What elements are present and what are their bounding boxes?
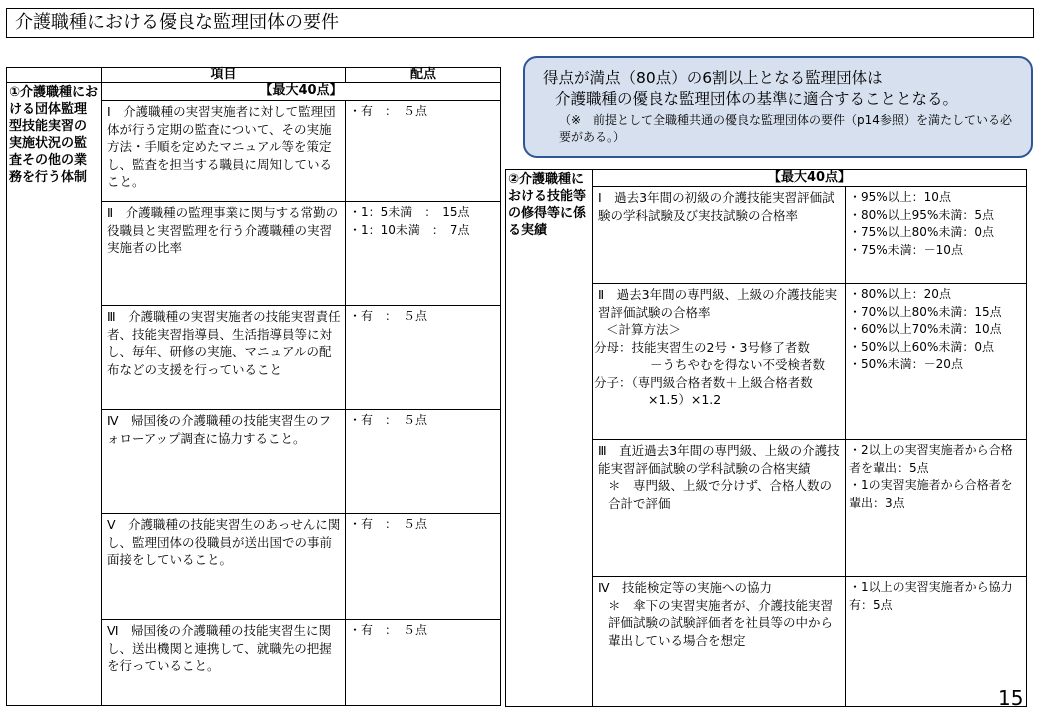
left-score-3: ・有 ： ５点 xyxy=(346,306,501,410)
criteria-callout xyxy=(523,56,1033,158)
left-item-3: Ⅲ 介護職種の実習実施者の技能実習責任者、技能実習指導員、生活指導員等に対し、毎年、研修の実施、マニュアルの配布などの支援を行っていること xyxy=(102,306,346,410)
right-achievements-table xyxy=(505,169,1027,707)
right-score-2-line: ・70%以上80%未満：15点 xyxy=(849,304,1002,319)
right-item-2-denominator-cont: －うちやむを得ない不受検者数 xyxy=(650,357,826,372)
left-score-2-line: ・1：5未満 ： 15点 xyxy=(349,205,470,219)
header-score: 配点 xyxy=(346,68,501,83)
page-number: 15 xyxy=(998,686,1024,710)
right-score-2 xyxy=(846,284,1027,440)
callout-note: （※ 前提として全職種共通の優良な監理団体の要件（p14参照）を満たしている必要がある。） xyxy=(559,113,1012,144)
left-score-2-line: ・1：10未満 ： 7点 xyxy=(349,222,470,237)
left-score-5: ・有 ： ５点 xyxy=(346,514,501,620)
header-item: 項目 xyxy=(102,68,346,83)
right-item-4-note: ＊ 傘下の実習実施者が、介護技能実習評価試験の試験評価者を社員等の中から輩出している場合を想定 xyxy=(608,597,834,648)
left-item-5: Ⅴ 介護職種の技能実習生のあっせんに関し、監理団体の役職員が送出国での事前面接をしていること。 xyxy=(102,514,346,620)
left-score-1: ・有 ： ５点 xyxy=(346,101,501,202)
right-item-3 xyxy=(593,440,846,577)
right-item-1 xyxy=(593,187,846,284)
right-score-3 xyxy=(846,440,1027,577)
callout-line-1: 得点が満点（80点）の6割以上となる監理団体は xyxy=(543,69,883,87)
page-title: 介護職種における優良な監理団体の要件 xyxy=(6,8,1034,38)
left-requirements-table xyxy=(6,67,501,706)
left-category-label: ①介護職種における団体監理型技能実習の実施状況の監査その他の業務を行う体制 xyxy=(7,83,102,706)
right-score-2-line: ・80%以上：20点 xyxy=(849,287,951,301)
right-item-2-numerator: 分子：（専門級合格者数＋上級合格者数 xyxy=(594,374,813,390)
right-score-4-line: ・1以上の実習実施者から協力有：5点 xyxy=(849,580,1013,612)
right-item-2-text: Ⅱ 過去3年間の専門級、上級の介護技能実習評価試験の合格率 xyxy=(598,287,838,320)
right-score-3-line: ・2以上の実習実施者から合格者を輩出：5点 xyxy=(849,443,1013,475)
left-score-6: ・有 ： ５点 xyxy=(346,620,501,706)
right-score-2-line: ・50%未満：－20点 xyxy=(849,357,963,371)
left-score-4: ・有 ： ５点 xyxy=(346,410,501,514)
right-score-2-line: ・60%以上70%未満：10点 xyxy=(849,322,1002,336)
right-item-2-numerator-cont: ×1.5）×1.2 xyxy=(648,392,722,407)
right-item-1-text: Ⅰ 過去3年間の初級の介護技能実習評価試験の学科試験及び実技試験の合格率 xyxy=(598,190,835,223)
right-item-4 xyxy=(593,577,846,707)
callout-line-2: 介護職種の優良な監理団体の基準に適合することとなる。 xyxy=(555,90,959,108)
left-header-blank xyxy=(7,68,102,83)
right-item-2-calc-label: ＜計算方法＞ xyxy=(606,322,682,337)
right-max-points: 【最大40点】 xyxy=(593,170,1027,187)
left-item-2: Ⅱ 介護職種の監理事業に関与する常勤の役職員と実習監理を行う介護職種の実習実施者の比率 xyxy=(102,202,346,306)
right-item-2 xyxy=(593,284,846,440)
right-item-4-text: Ⅳ 技能検定等の実施への協力 xyxy=(598,580,773,595)
left-max-points: 【最大40点】 xyxy=(102,83,501,101)
right-item-3-text: Ⅲ 直近過去3年間の専門級、上級の介護技能実習評価試験の学科試験の合格実績 xyxy=(598,443,840,476)
left-item-1: Ⅰ 介護職種の実習実施者に対して監理団体が行う定期の監査について、その実施方法・手順を定めたマニュアル等を策定し、監査を担当する職員に周知していること。 xyxy=(102,101,346,202)
left-score-2 xyxy=(346,202,501,306)
right-category-label: ②介護職種における技能等の修得等に係る実績 xyxy=(506,170,593,707)
right-score-1-line: ・75%以上80%未満：0点 xyxy=(849,225,994,239)
right-item-3-note: ＊ 専門級、上級で分けず、合格人数の合計で評価 xyxy=(608,478,833,511)
right-item-2-denominator: 分母：技能実習生の2号・3号修了者数 xyxy=(594,339,810,355)
right-score-1 xyxy=(846,187,1027,284)
left-item-6: Ⅵ 帰国後の介護職種の技能実習生に関し、送出機関と連携して、就職先の把握を行っていること。 xyxy=(102,620,346,706)
right-score-1-line: ・80%以上95%未満：5点 xyxy=(849,207,994,222)
right-score-2-line: ・50%以上60%未満：0点 xyxy=(849,339,994,354)
right-score-1-line: ・75%未満：－10点 xyxy=(849,242,963,257)
right-score-3-line: ・1の実習実施者から合格者を輩出：3点 xyxy=(849,478,1013,510)
left-item-4: Ⅳ 帰国後の介護職種の技能実習生のフォローアップ調査に協力すること。 xyxy=(102,410,346,514)
right-score-1-line: ・95%以上：10点 xyxy=(849,190,951,204)
